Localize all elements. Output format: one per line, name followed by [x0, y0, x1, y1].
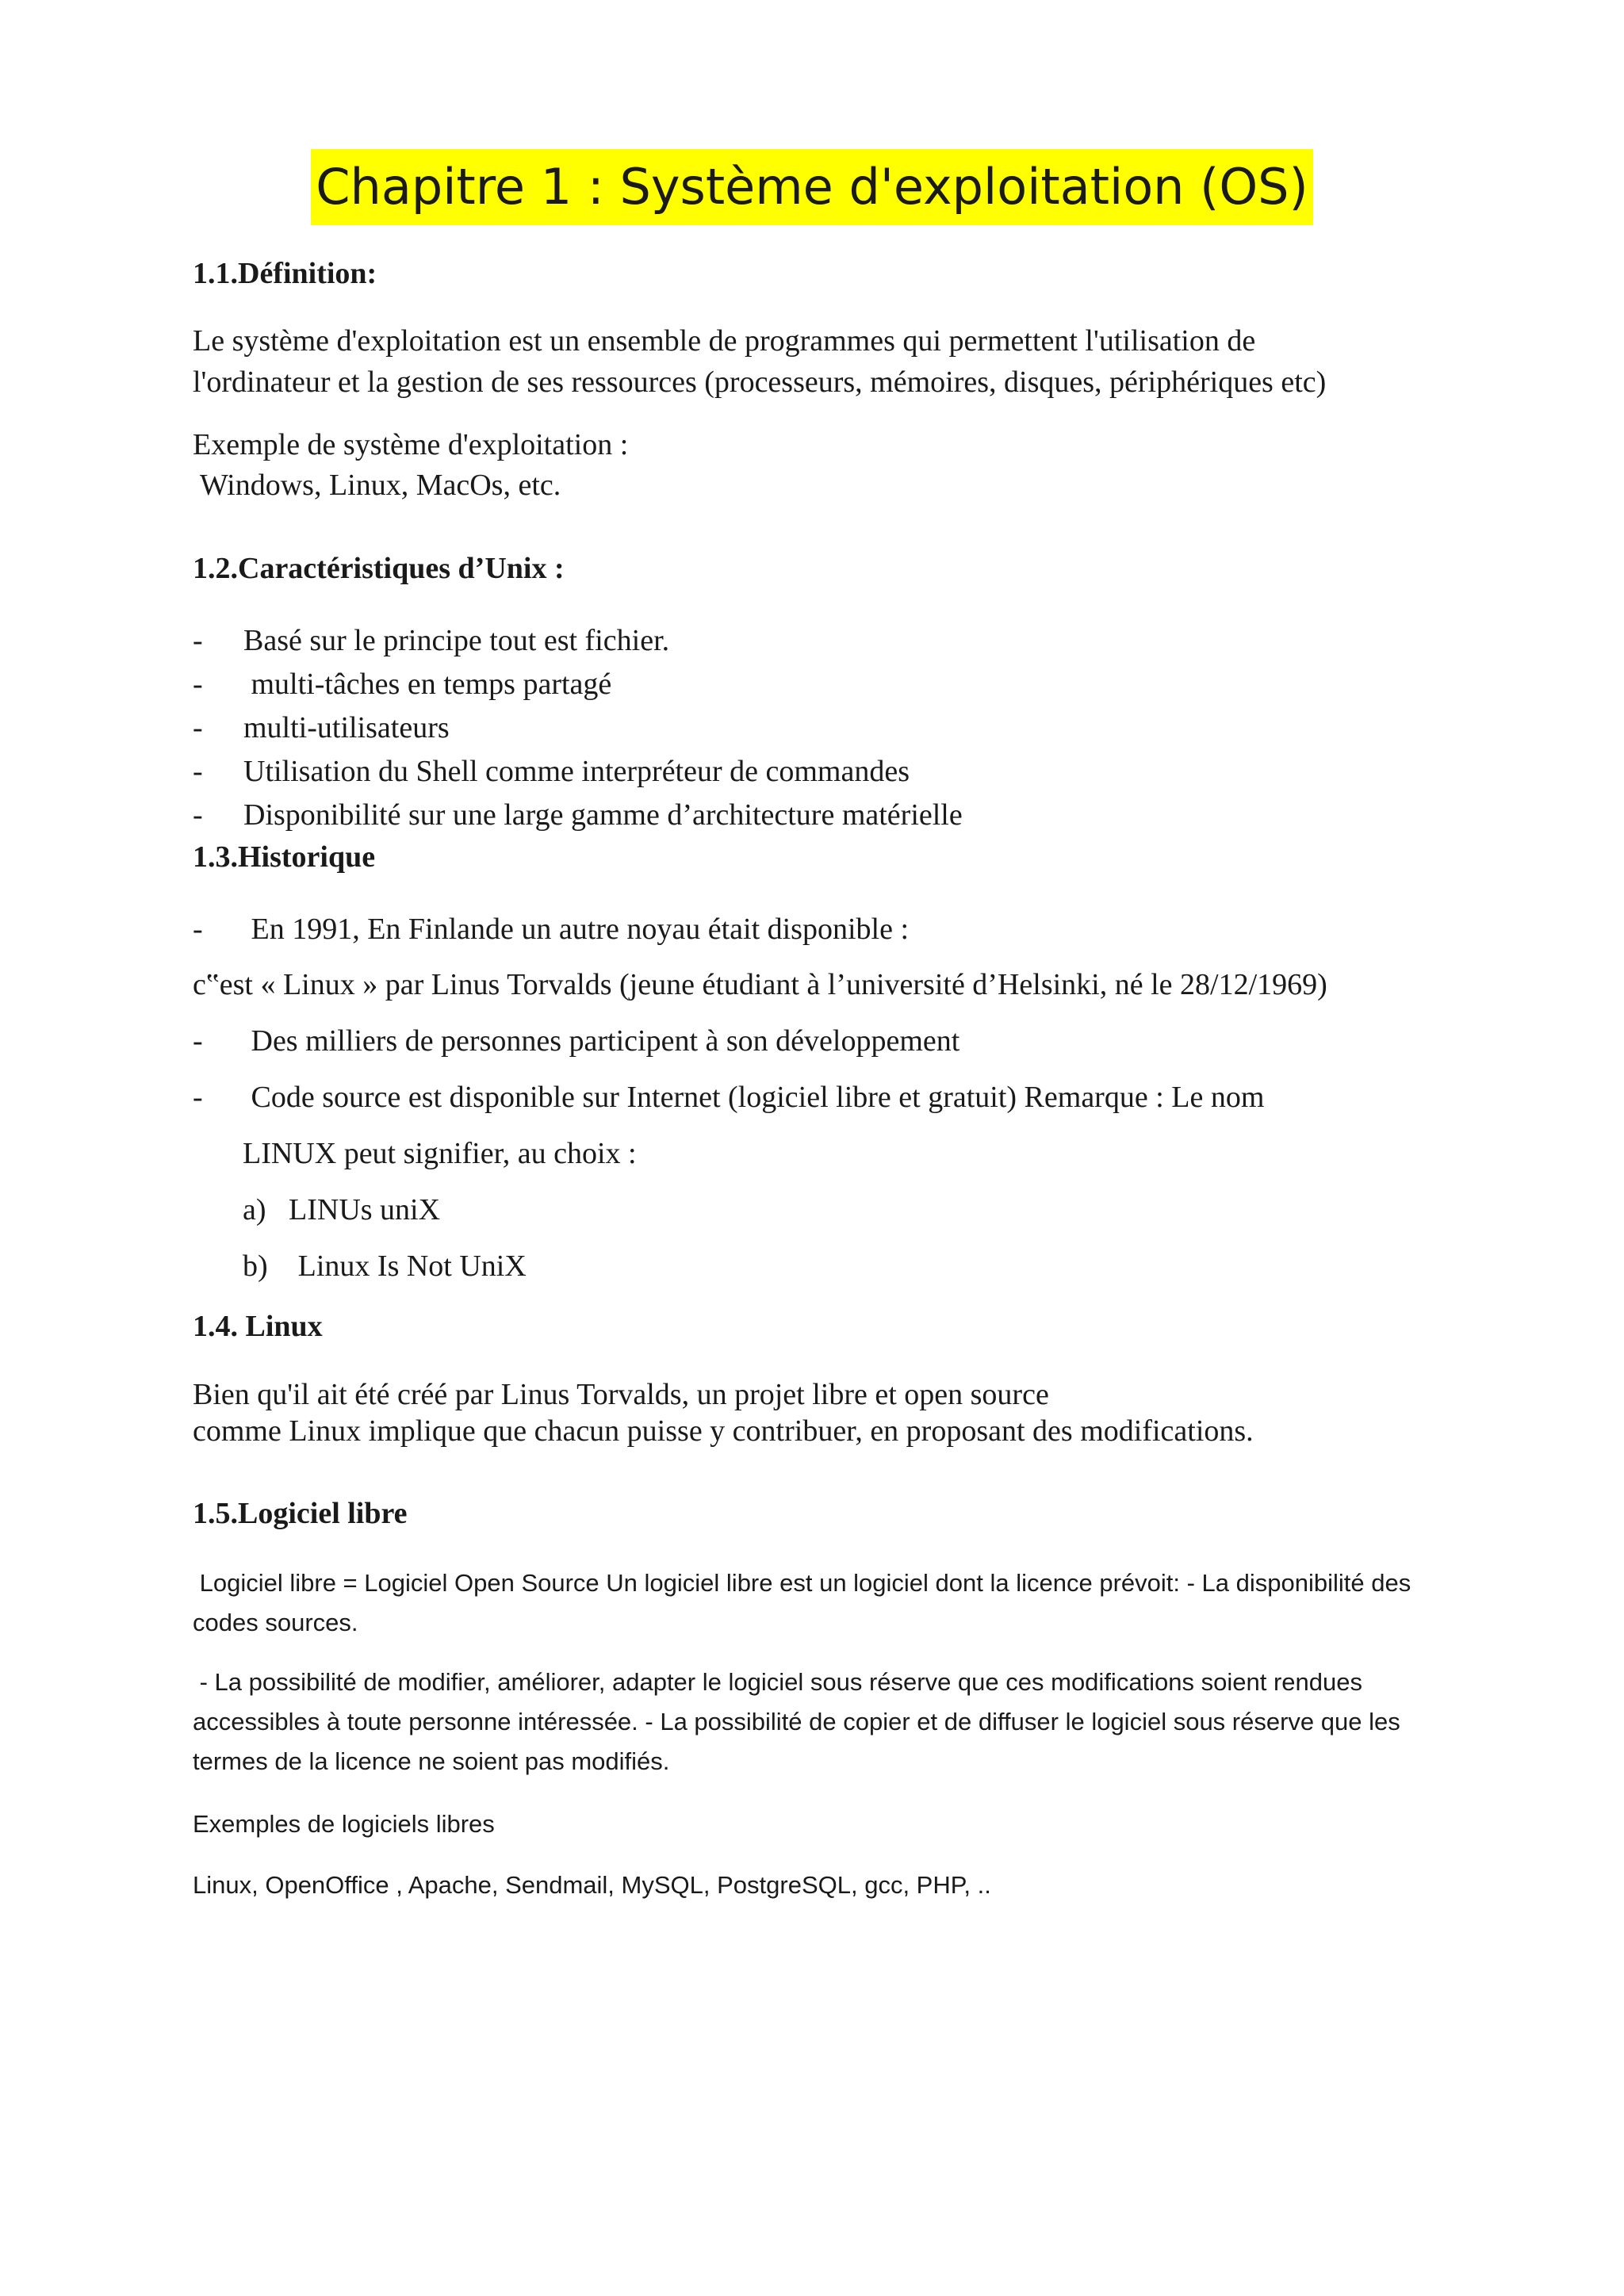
free-software-definition: Logiciel libre = Logiciel Open Source Un logiciel libre est un logiciel dont la licence prévoit: - La disponibilité des codes sources. — [193, 1569, 1418, 1636]
os-example-values: Windows, Linux, MacOs, etc. — [193, 469, 561, 502]
free-software-rights: - La possibilité de modifier, améliorer, adapter le logiciel sous réserve que ces modifications soient rendues accessibles à toute personne intéressée. - La possibilité de copier et de diffuser le logiciel sous réserve que les termes de la licence ne soient pas modifiés. — [193, 1668, 1408, 1775]
free-software-examples-list: Linux, OpenOffice , Apache, Sendmail, MySQL, PostgreSQL, gcc, PHP, .. — [193, 1871, 991, 1899]
section-heading-definition: 1.1.Définition: — [193, 257, 377, 290]
free-software-examples-label: Exemples de logiciels libres — [193, 1810, 495, 1838]
linux-meaning-intro: LINUX peut signifier, au choix : — [243, 1137, 637, 1170]
list-item: - En 1991, En Finlande un autre noyau était disponible : — [193, 909, 909, 950]
definition-line-1: Le système d'exploitation est un ensemble de programmes qui permettent l'utilisation de — [193, 324, 1256, 358]
bullet-marker: - — [193, 1081, 203, 1114]
section-heading-linux: 1.4. Linux — [193, 1310, 323, 1343]
bullet-marker: - — [193, 624, 203, 657]
list-item: - Code source est disponible sur Internet (logiciel libre et gratuit) Remarque : Le nom — [193, 1077, 1264, 1118]
bullet-marker: - — [193, 755, 203, 788]
list-item: - multi-tâches en temps partagé — [193, 664, 611, 705]
definition-line-2: l'ordinateur et la gestion de ses ressources (processeurs, mémoires, disques, périphériques etc) — [193, 365, 1327, 399]
linux-meaning-option-a: a) LINUs uniX — [243, 1193, 441, 1226]
bullet-marker: - — [193, 668, 203, 701]
list-item: - Des milliers de personnes participent à son développement — [193, 1020, 959, 1062]
linux-origin-line: c‟est « Linux » par Linus Torvalds (jeune étudiant à l’université d’Helsinki, né le 28/12/1969) — [193, 968, 1327, 1001]
list-item: - Disponibilité sur une large gamme d’architecture matérielle — [193, 794, 963, 836]
bullet-marker: - — [193, 1024, 203, 1058]
list-item: - Utilisation du Shell comme interpréteur de commandes — [193, 751, 910, 792]
os-example-label: Exemple de système d'exploitation : — [193, 428, 629, 461]
bullet-marker: - — [193, 711, 203, 744]
bullet-marker: - — [193, 913, 203, 946]
list-item: - Basé sur le principe tout est fichier. — [193, 620, 669, 661]
section-heading-logiciel-libre: 1.5.Logiciel libre — [193, 1497, 408, 1530]
list-item: - multi-utilisateurs — [193, 707, 450, 748]
linux-paragraph-line-2: comme Linux implique que chacun puisse y contribuer, en proposant des modifications. — [193, 1414, 1254, 1448]
chapter-title — [0, 149, 1624, 225]
section-heading-historique: 1.3.Historique — [193, 840, 376, 874]
section-heading-unix: 1.2.Caractéristiques d’Unix : — [193, 552, 565, 585]
bullet-marker: - — [193, 798, 203, 832]
linux-paragraph-line-1: Bien qu'il ait été créé par Linus Torvalds, un projet libre et open source — [193, 1378, 1049, 1411]
linux-meaning-option-b: b) Linux Is Not UniX — [243, 1249, 527, 1283]
chapter-title-text: Chapitre 1 : Système d'exploitation (OS) — [311, 149, 1312, 225]
